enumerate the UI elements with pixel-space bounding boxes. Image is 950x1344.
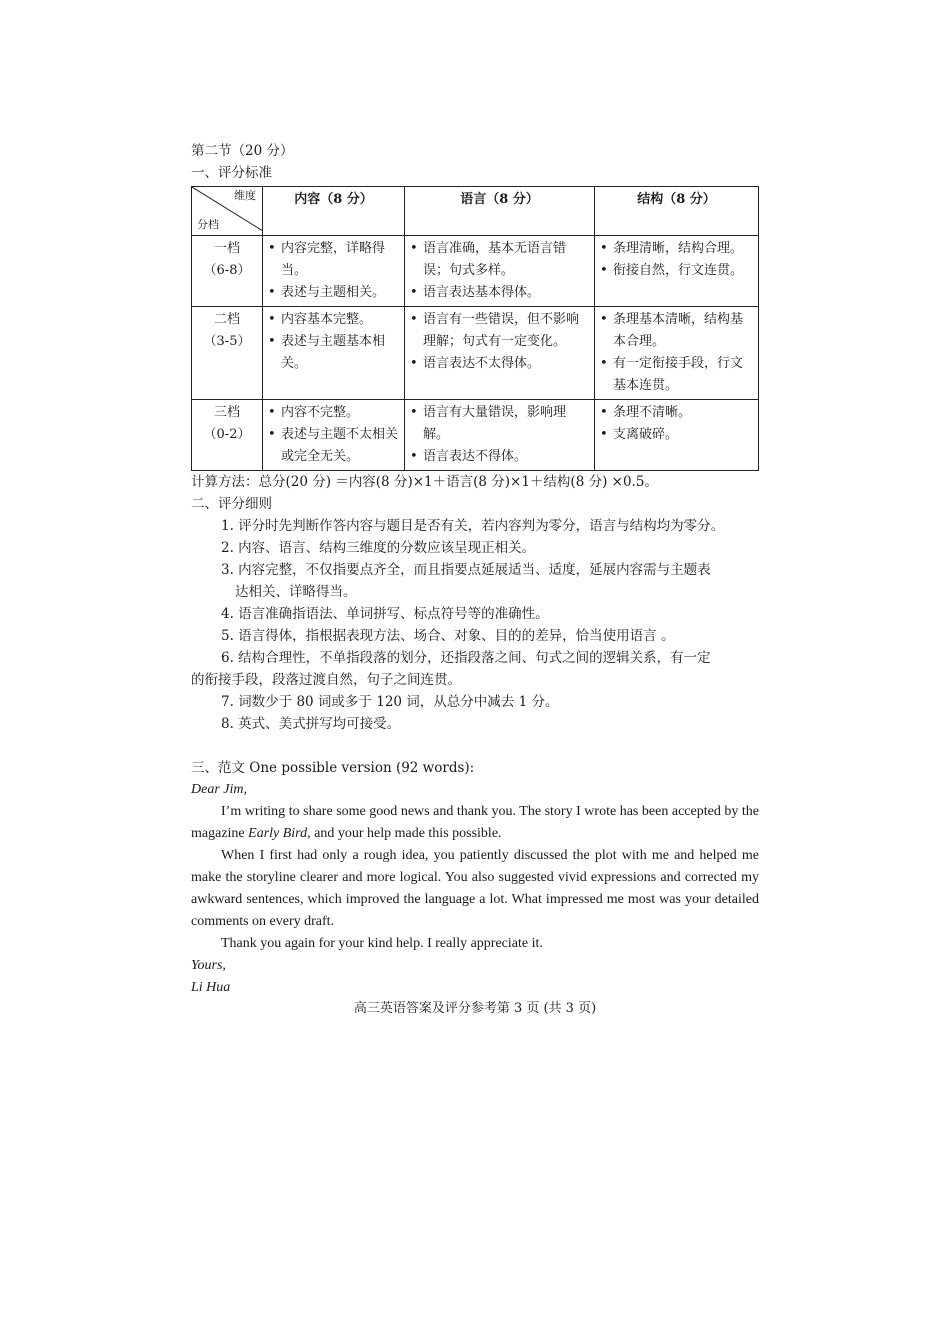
rubric-table: [191, 186, 759, 471]
details-heading: 二、评分细则: [191, 496, 272, 512]
criterion-item: • 语言表达不太得体。: [409, 353, 590, 375]
criterion-item: • 内容完整，详略得当。: [267, 238, 400, 282]
criterion-item: • 语言有一些错误，但不影响理解；句式有一定变化。: [409, 309, 590, 353]
rubric-row-level-3: [192, 400, 759, 471]
detail-item-continued: 的衔接手段，段落过渡自然，句子之间连贯。: [191, 672, 461, 688]
detail-item: 1. 评分时先判断作答内容与题目是否有关，若内容判为零分，语言与结构均为零分。: [221, 518, 725, 534]
corner-level-label: 分档: [197, 218, 219, 231]
criterion-item: • 语言有大量错误，影响理解。: [409, 402, 590, 446]
detail-item: 6. 结构合理性，不单指段落的划分，还指段落之间、句式之间的逻辑关系，有一定: [221, 650, 711, 666]
level-range: （3-5）: [203, 334, 251, 349]
letter-signature: Li Hua: [191, 980, 231, 995]
criterion-item: • 支离破碎。: [599, 424, 754, 446]
content-cell: [263, 236, 405, 307]
scoring-details: [191, 515, 759, 735]
header-language: 语言（8 分）: [405, 187, 595, 236]
letter-salutation: Dear Jim,: [191, 782, 247, 797]
criterion-item: • 语言表达基本得体。: [409, 282, 590, 304]
level-cell: [192, 400, 263, 471]
rubric-row-level-2: [192, 307, 759, 400]
detail-item: 7. 词数少于 80 词或多于 120 词，从总分中减去 1 分。: [221, 694, 559, 710]
content-cell: [263, 400, 405, 471]
language-cell: [405, 236, 595, 307]
rubric-corner-cell: [192, 187, 263, 236]
level-cell: [192, 236, 263, 307]
structure-cell: [595, 307, 759, 400]
criterion-item: • 内容不完整。: [267, 402, 400, 424]
sample-letter: [191, 779, 759, 999]
letter-paragraph-1: I’m writing to share some good news and thank you. The story I wrote has been accepted by the magazine Early Bird, and your help made this possible.: [191, 804, 759, 841]
letter-closing: Yours,: [191, 958, 226, 973]
detail-item: 8. 英式、美式拼写均可接受。: [221, 716, 401, 732]
corner-dimension-label: 维度: [234, 189, 256, 202]
letter-paragraph-3: Thank you again for your kind help. I really appreciate it.: [221, 936, 543, 951]
criterion-item: • 表述与主题不太相关或完全无关。: [267, 424, 400, 468]
detail-item-continued: 达相关、详略得当。: [235, 584, 357, 600]
answer-page: [191, 140, 759, 999]
detail-item: 2. 内容、语言、结构三维度的分数应该呈现正相关。: [221, 540, 536, 556]
criterion-item: • 衔接自然，行文连贯。: [599, 260, 754, 282]
structure-cell: [595, 400, 759, 471]
criteria-heading: 一、评分标准: [191, 165, 272, 181]
letter-paragraph-2: When I first had only a rough idea, you patiently discussed the plot with me and helped me make the storyline clearer and more logical. You also suggested vivid expressions and corrected my awkward sentences, which improved the language a lot. What impressed me most was your detailed comments on every draft.: [191, 848, 759, 929]
criterion-item: • 表述与主题相关。: [267, 282, 400, 304]
structure-cell: [595, 236, 759, 307]
score-formula: 计算方法：总分(20 分) ＝内容(8 分)×1＋语言(8 分)×1＋结构(8 分) ×0.5。: [191, 474, 658, 490]
language-cell: [405, 400, 595, 471]
level-name: 一档: [213, 241, 240, 256]
language-cell: [405, 307, 595, 400]
content-cell: [263, 307, 405, 400]
detail-item: 4. 语言准确指语法、单词拼写、标点符号等的准确性。: [221, 606, 549, 622]
header-content: 内容（8 分）: [263, 187, 405, 236]
level-cell: [192, 307, 263, 400]
rubric-row-level-1: [192, 236, 759, 307]
detail-item: 5. 语言得体，指根据表现方法、场合、对象、目的的差异，恰当使用语言 。: [221, 628, 675, 644]
criterion-item: • 条理不清晰。: [599, 402, 754, 424]
criterion-item: • 内容基本完整。: [267, 309, 400, 331]
criterion-item: • 条理清晰，结构合理。: [599, 238, 754, 260]
criterion-item: • 语言准确，基本无语言错误；句式多样。: [409, 238, 590, 282]
level-range: （6-8）: [203, 263, 251, 278]
section-title: 第二节（20 分）: [191, 143, 294, 159]
sample-heading: 三、范文 One possible version (92 words):: [191, 760, 475, 776]
detail-item: 3. 内容完整，不仅指要点齐全，而且指要点延展适当、适度，延展内容需与主题表: [221, 562, 711, 578]
rubric-header-row: [192, 187, 759, 236]
level-name: 二档: [213, 312, 240, 327]
criterion-item: • 表述与主题基本相关。: [267, 331, 400, 375]
level-name: 三档: [213, 405, 240, 420]
level-range: （0-2）: [203, 427, 251, 442]
criterion-item: • 条理基本清晰，结构基本合理。: [599, 309, 754, 353]
header-structure: 结构（8 分）: [595, 187, 759, 236]
criterion-item: • 有一定衔接手段，行文基本连贯。: [599, 353, 754, 397]
magazine-title: Early Bird: [248, 826, 308, 841]
criterion-item: • 语言表达不得体。: [409, 446, 590, 468]
page-footer: 高三英语答案及评分参考第 3 页 (共 3 页): [353, 1001, 597, 1016]
